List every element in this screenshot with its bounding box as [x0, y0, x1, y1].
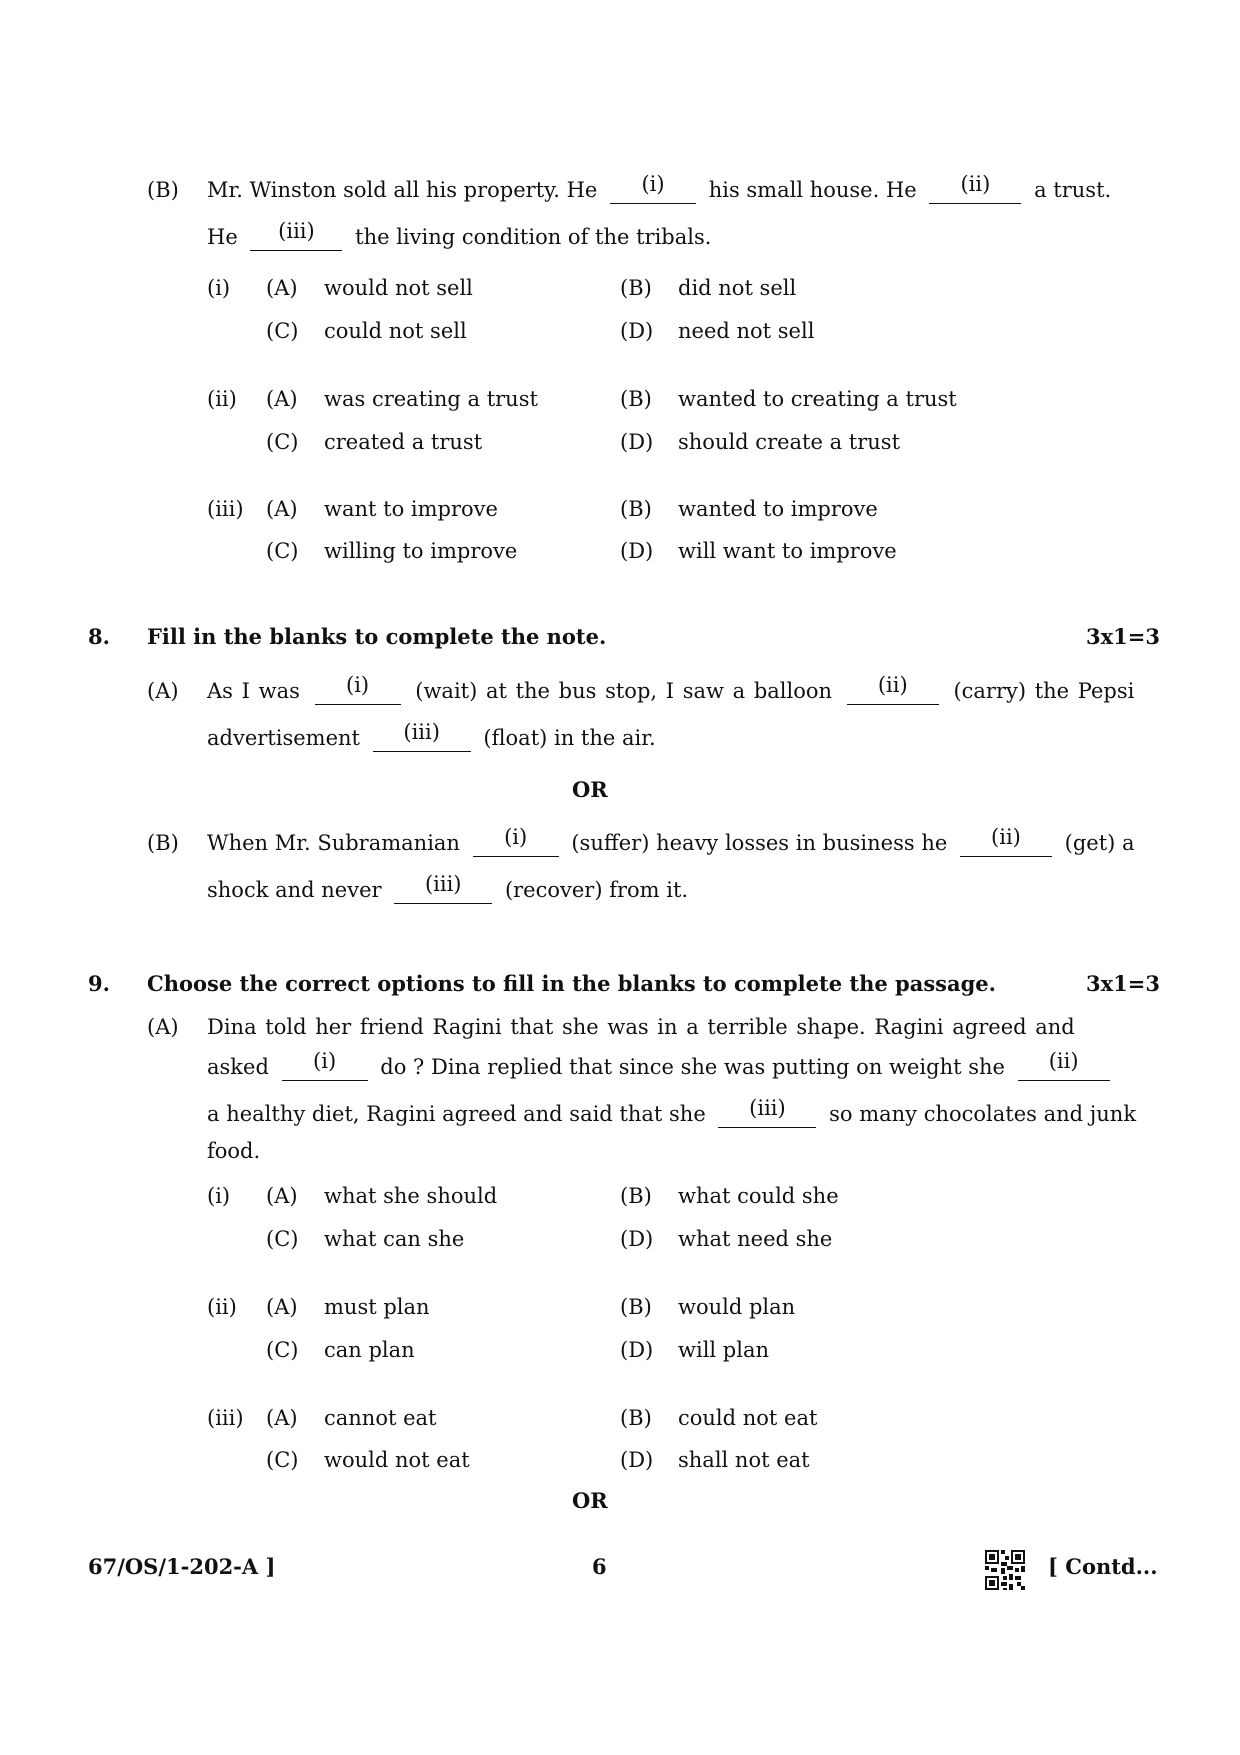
q8b-text: (suffer) heavy losses in business he [571, 831, 948, 855]
q8a-line-2 [207, 720, 656, 752]
q8b-text: (get) a [1064, 831, 1135, 855]
option-letter: (C) [266, 1338, 299, 1362]
blank-i: (i) [473, 833, 559, 857]
option-group-number: (iii) [207, 497, 244, 521]
blank-iii: (iii) [718, 1104, 816, 1128]
option-letter: (C) [266, 1448, 299, 1472]
q8a-text: (float) in the air. [483, 726, 656, 750]
q9a-line-4: food. [207, 1139, 261, 1163]
option-text: created a trust [324, 430, 483, 454]
option-letter: (B) [620, 276, 652, 300]
question-number: 9. [88, 971, 110, 996]
or-divider: OR [572, 777, 608, 802]
blank-i: (i) [610, 180, 696, 204]
option-text: could not sell [324, 319, 467, 343]
option-letter: (B) [620, 1184, 652, 1208]
blank-i: (i) [315, 681, 401, 705]
option-letter: (D) [620, 539, 654, 563]
q8b-text: shock and never [207, 878, 382, 902]
option-group-number: (iii) [207, 1406, 244, 1430]
q7b-line-2 [207, 219, 712, 251]
option-letter: (A) [266, 276, 298, 300]
q8b-label: (B) [147, 831, 179, 855]
qr-code-icon [985, 1550, 1025, 1590]
option-text: will want to improve [678, 539, 897, 563]
option-text: would plan [678, 1295, 796, 1319]
q8a-line-1 [207, 673, 1135, 705]
q8b-line-2 [207, 872, 689, 904]
option-letter: (A) [266, 1295, 298, 1319]
question-title: Choose the correct options to fill in the blanks to complete the passage. [147, 971, 996, 996]
option-text: what she should [324, 1184, 498, 1208]
option-letter: (D) [620, 430, 654, 454]
option-text: could not eat [678, 1406, 818, 1430]
q9a-text: so many chocolates and junk [829, 1102, 1137, 1126]
option-text: should create a trust [678, 430, 901, 454]
q9a-line-1: Dina told her friend Ragini that she was in a terrible shape. Ragini agreed and [207, 1015, 1075, 1039]
blank-ii: (ii) [960, 833, 1052, 857]
question-marks: 3x1=3 [1086, 624, 1160, 649]
q9a-label: (A) [147, 1015, 179, 1039]
question-marks: 3x1=3 [1086, 971, 1160, 996]
option-letter: (D) [620, 1338, 654, 1362]
option-text: what need she [678, 1227, 833, 1251]
blank-iii: (iii) [373, 728, 471, 752]
option-letter: (D) [620, 1227, 654, 1251]
paper-code: 67/OS/1-202-A ] [88, 1554, 276, 1579]
q7b-label: (B) [147, 178, 179, 202]
q8b-line-1 [207, 825, 1135, 857]
option-letter: (C) [266, 430, 299, 454]
option-group-number: (i) [207, 1184, 231, 1208]
option-group-number: (ii) [207, 387, 237, 411]
option-group-number: (i) [207, 276, 231, 300]
option-group-number: (ii) [207, 1295, 237, 1319]
page-number: 6 [592, 1554, 607, 1579]
option-text: what can she [324, 1227, 465, 1251]
q9a-line-3 [207, 1096, 1137, 1128]
option-text: want to improve [324, 497, 498, 521]
option-text: wanted to creating a trust [678, 387, 957, 411]
option-text: did not sell [678, 276, 797, 300]
option-text: was creating a trust [324, 387, 538, 411]
q8a-text: advertisement [207, 726, 360, 750]
option-text: must plan [324, 1295, 430, 1319]
option-text: will plan [678, 1338, 770, 1362]
option-letter: (C) [266, 539, 299, 563]
option-letter: (A) [266, 1184, 298, 1208]
option-letter: (D) [620, 1448, 654, 1472]
q7b-text: his small house. He [708, 178, 917, 202]
option-text: shall not eat [678, 1448, 810, 1472]
option-letter: (B) [620, 1406, 652, 1430]
blank-ii: (ii) [1018, 1057, 1110, 1081]
q7b-text: Mr. Winston sold all his property. He [207, 178, 598, 202]
blank-iii: (iii) [250, 227, 342, 251]
q9a-text: asked [207, 1055, 269, 1079]
q9a-text: a healthy diet, Ragini agreed and said that she [207, 1102, 706, 1126]
q7b-text: He [207, 225, 238, 249]
option-letter: (B) [620, 1295, 652, 1319]
or-divider: OR [572, 1488, 608, 1513]
option-letter: (D) [620, 319, 654, 343]
option-text: can plan [324, 1338, 415, 1362]
question-title: Fill in the blanks to complete the note. [147, 624, 607, 649]
question-number: 8. [88, 624, 110, 649]
option-text: need not sell [678, 319, 815, 343]
option-letter: (C) [266, 319, 299, 343]
q8b-text: When Mr. Subramanian [207, 831, 460, 855]
blank-ii: (ii) [929, 180, 1021, 204]
q7b-line-1 [207, 172, 1112, 204]
option-text: would not eat [324, 1448, 470, 1472]
q8a-text: (carry) the Pepsi [953, 679, 1135, 703]
option-text: willing to improve [324, 539, 518, 563]
option-text: what could she [678, 1184, 839, 1208]
q7b-text: a trust. [1034, 178, 1112, 202]
continued-label: [ Contd... [1048, 1554, 1158, 1579]
q7b-text: the living condition of the tribals. [355, 225, 712, 249]
q8b-text: (recover) from it. [504, 878, 689, 902]
q9a-line-2 [207, 1049, 1116, 1081]
option-letter: (A) [266, 1406, 298, 1430]
option-letter: (A) [266, 497, 298, 521]
blank-iii: (iii) [394, 880, 492, 904]
q8a-text: As I was [207, 679, 300, 703]
option-letter: (C) [266, 1227, 299, 1251]
q8a-label: (A) [147, 679, 179, 703]
option-text: cannot eat [324, 1406, 437, 1430]
option-text: wanted to improve [678, 497, 878, 521]
blank-i: (i) [282, 1057, 368, 1081]
q8a-text: (wait) at the bus stop, I saw a balloon [415, 679, 833, 703]
option-letter: (B) [620, 387, 652, 411]
blank-ii: (ii) [847, 681, 939, 705]
option-letter: (A) [266, 387, 298, 411]
option-text: would not sell [324, 276, 473, 300]
option-letter: (B) [620, 497, 652, 521]
q9a-text: do ? Dina replied that since she was putting on weight she [380, 1055, 1005, 1079]
